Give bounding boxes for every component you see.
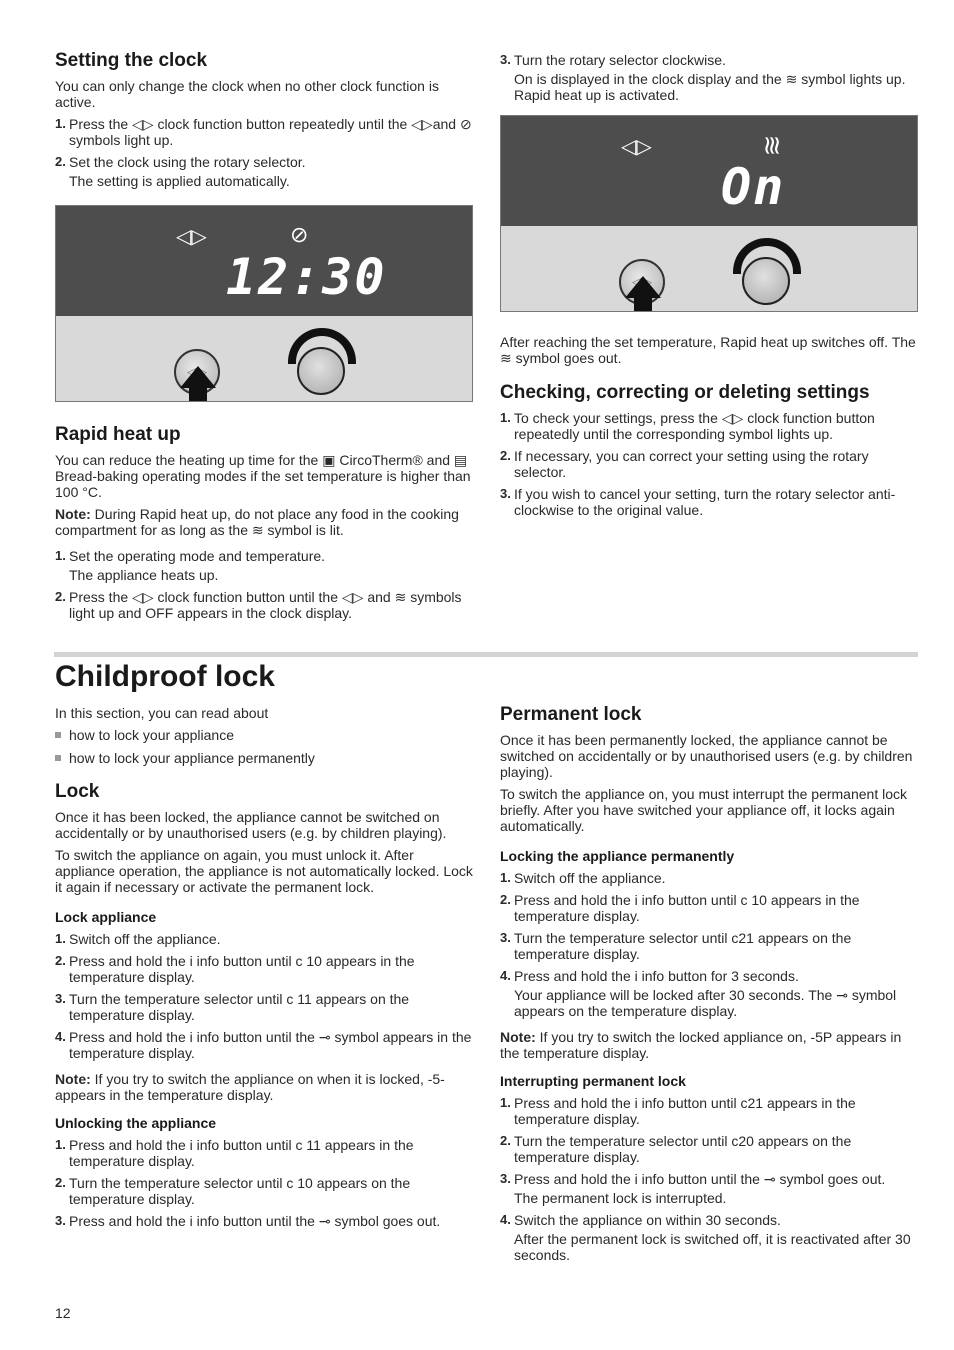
list-item: how to lock your appliance <box>55 727 473 743</box>
list-item: 4. Press and hold the i info button for 3 seconds. Your appliance will be locked after 30 seconds. The ⊸ symbol appears on the temperature display. <box>500 968 897 1019</box>
rapid-heat-after: After reaching the set temperature, Rapid heat up switches off. The ≋ symbol goes out. <box>500 334 916 366</box>
list-item: 1. Switch off the appliance. <box>55 931 221 947</box>
list-item: 4. Switch the appliance on within 30 seconds. After the permanent lock is switched off, it is reactivated after 30 seconds. <box>500 1212 911 1263</box>
lock-appliance-heading: Lock appliance <box>55 909 157 925</box>
lock-section: Lock Once it has been locked, the appliance cannot be switched on accidentally or by unauthorised users (e.g. by children playing). To switch the appliance on again, you must unlock it. After appliance operation, the appliance is not automatically locked. Lock it again if necessary or activate the permanent lock. Lock appliance 1. Switch off the appliance. 2. Press and hold the i info button until c 10 appears in the temperature display. 3. Turn the temperature selector until c 11 appears on the temperature display. 4. Press and hold the i info button until the ⊸ symbol appears in the temperature display. Note: If you try to switch the appliance on when it is locked, -5- appears in the temperature display. Unlocking the appliance 1. Press and hold the i info button until c 11 appears in the temperature display. 2. Turn the temperature selector until c 10 appears on the temperature display. 3. Press and hold the i info button until the ⊸ symbol goes out. <box>55 781 473 1229</box>
clock-function-icon: ◁▷ <box>621 136 652 158</box>
unlock-steps <box>55 1137 473 1229</box>
rapid-heat-icon: ≋ <box>757 134 788 157</box>
list-item: 3. Turn the rotary selector clockwise. On is displayed in the clock display and the ≋ symbol lights up. Rapid heat up is activated. <box>500 52 906 103</box>
rapid-heat-panel-illustration <box>500 115 918 312</box>
rapid-heat-heading: Rapid heat up <box>55 424 181 445</box>
list-item: 4. Press and hold the i info button until the ⊸ symbol appears in the temperature display. <box>55 1029 472 1061</box>
list-item: 3. If you wish to cancel your setting, turn the rotary selector anti-clockwise to the original value. <box>500 486 896 518</box>
clock-display: On <box>721 158 786 216</box>
list-item: 3. Press and hold the i info button until the ⊸ symbol goes out. The permanent lock is interrupted. <box>500 1171 886 1206</box>
list-item: 2. Set the clock using the rotary selector. The setting is applied automatically. <box>55 154 306 189</box>
rotate-arrow-icon <box>733 238 801 274</box>
timer-icon: ⊘ <box>290 222 309 247</box>
permanent-lock-steps <box>500 870 918 1019</box>
rapid-heat-intro: You can reduce the heating up time for the ▣ CircoTherm® and ▤ Bread-baking operating modes if the set temperature is higher than 100 °C. <box>55 452 471 500</box>
lock-heading: Lock <box>55 781 100 802</box>
checking-heading: Checking, correcting or deleting settings <box>500 382 870 403</box>
list-item: 2. Turn the temperature selector until c 10 appears on the temperature display. <box>55 1175 411 1207</box>
locking-permanently-heading: Locking the appliance permanently <box>500 848 735 864</box>
setting-clock-section <box>55 50 473 195</box>
list-item: 1. Press the ◁▷ clock function button repeatedly until the ◁▷and ⊘ symbols light up. <box>55 116 472 148</box>
list-item: 1. Press and hold the i info button until c 11 appears in the temperature display. <box>55 1137 414 1169</box>
childproof-intro: In this section, you can read about <box>55 705 269 721</box>
interrupting-heading: Interrupting permanent lock <box>500 1073 686 1089</box>
arrow-shaft <box>634 296 652 312</box>
list-item: 1. Set the operating mode and temperature. The appliance heats up. <box>55 548 326 583</box>
list-item: 3. Turn the temperature selector until c 11 appears on the temperature display. <box>55 991 410 1023</box>
permanent-lock-heading: Permanent lock <box>500 704 642 725</box>
setting-clock-heading: Setting the clock <box>55 50 208 71</box>
list-item: 1. To check your settings, press the ◁▷ clock function button repeatedly until the corresponding symbol lights up. <box>500 410 875 442</box>
childproof-intro-section <box>55 705 473 773</box>
setting-clock-steps <box>55 116 473 189</box>
list-item: 1. Press and hold the i info button until c21 appears in the temperature display. <box>500 1095 856 1127</box>
list-item: 2. Press and hold the i info button until c 10 appears in the temperature display. <box>500 892 860 924</box>
childproof-bullets <box>55 727 473 766</box>
list-item: 2. Press the ◁▷ clock function button until the ◁▷ and ≋ symbols light up and OFF appears in the clock display. <box>55 589 462 621</box>
list-item: 3. Press and hold the i info button until the ⊸ symbol goes out. <box>55 1213 441 1229</box>
rapid-heat-steps <box>55 548 473 621</box>
lock-steps <box>55 931 473 1061</box>
section-divider <box>54 652 918 657</box>
rapid-heat-steps-continued <box>500 52 918 103</box>
setting-clock-intro: You can only change the clock when no other clock function is active. <box>55 78 439 110</box>
interrupt-steps <box>500 1095 918 1263</box>
rapid-heat-note: Note: During Rapid heat up, do not place any food in the cooking compartment for as long as the ≋ symbol is lit. <box>55 506 459 538</box>
checking-section <box>500 382 918 524</box>
up-arrow-icon <box>625 276 661 298</box>
clock-panel-illustration <box>55 205 473 402</box>
rapid-heat-section <box>55 424 473 627</box>
list-item: 3. Turn the temperature selector until c21 appears on the temperature display. <box>500 930 852 962</box>
permanent-lock-section: Permanent lock Once it has been permanently locked, the appliance cannot be switched on accidentally or by unauthorised users (e.g. by children playing). To switch the appliance on, you must interrupt the permanent lock briefly. After you have switched your appliance off, it locks again automatically. Locking the appliance permanently 1. Switch off the appliance. 2. Press and hold the i info button until c 10 appears in the temperature display. 3. Turn the temperature selector until c21 appears on the temperature display. 4. Press and hold the i info button for 3 seconds. Your appliance will be locked after 30 seconds. The ⊸ symbol appears on the temperature display. Note: If you try to switch the locked appliance on, -5P appears in the temperature display. Interrupting permanent lock 1. Press and hold the i info button until c21 appears in the temperature display. 2. Turn the temperature selector until c20 appears on the temperature display. 3. Press and hold the i info button until the ⊸ symbol goes out. The permanent lock is interrupted. 4. Switch the appliance on within 30 seconds. After the permanent lock is switched off, it is reactivated after 30 seconds. <box>500 704 918 1269</box>
rotate-arrow-icon <box>288 328 356 364</box>
list-item: 2. If necessary, you can correct your setting using the rotary selector. <box>500 448 869 480</box>
clock-display: 12:30 <box>226 248 387 306</box>
list-item: 2. Turn the temperature selector until c20 appears on the temperature display. <box>500 1133 852 1165</box>
unlocking-heading: Unlocking the appliance <box>55 1115 217 1131</box>
display-area <box>501 116 917 226</box>
clock-function-button: ◁▷ <box>174 349 220 395</box>
lock-note: Note: If you try to switch the appliance on when it is locked, -5- appears in the temperature display. <box>55 1071 445 1103</box>
rapid-heat-continued <box>500 52 918 109</box>
arrow-shaft <box>189 386 207 402</box>
list-item: how to lock your appliance permanently <box>55 750 473 766</box>
permanent-lock-note: Note: If you try to switch the locked appliance on, -5P appears in the temperature display. <box>500 1029 902 1061</box>
clock-function-icon: ◁▷ <box>176 226 207 248</box>
childproof-heading: Childproof lock <box>55 660 275 693</box>
checking-steps <box>500 410 918 518</box>
list-item: 2. Press and hold the i info button until c 10 appears in the temperature display. <box>55 953 415 985</box>
up-arrow-icon <box>180 366 216 388</box>
list-item: 1. Switch off the appliance. <box>500 870 666 886</box>
page-number: 12 <box>55 1305 71 1321</box>
clock-function-button: ◁▷ <box>619 259 665 305</box>
